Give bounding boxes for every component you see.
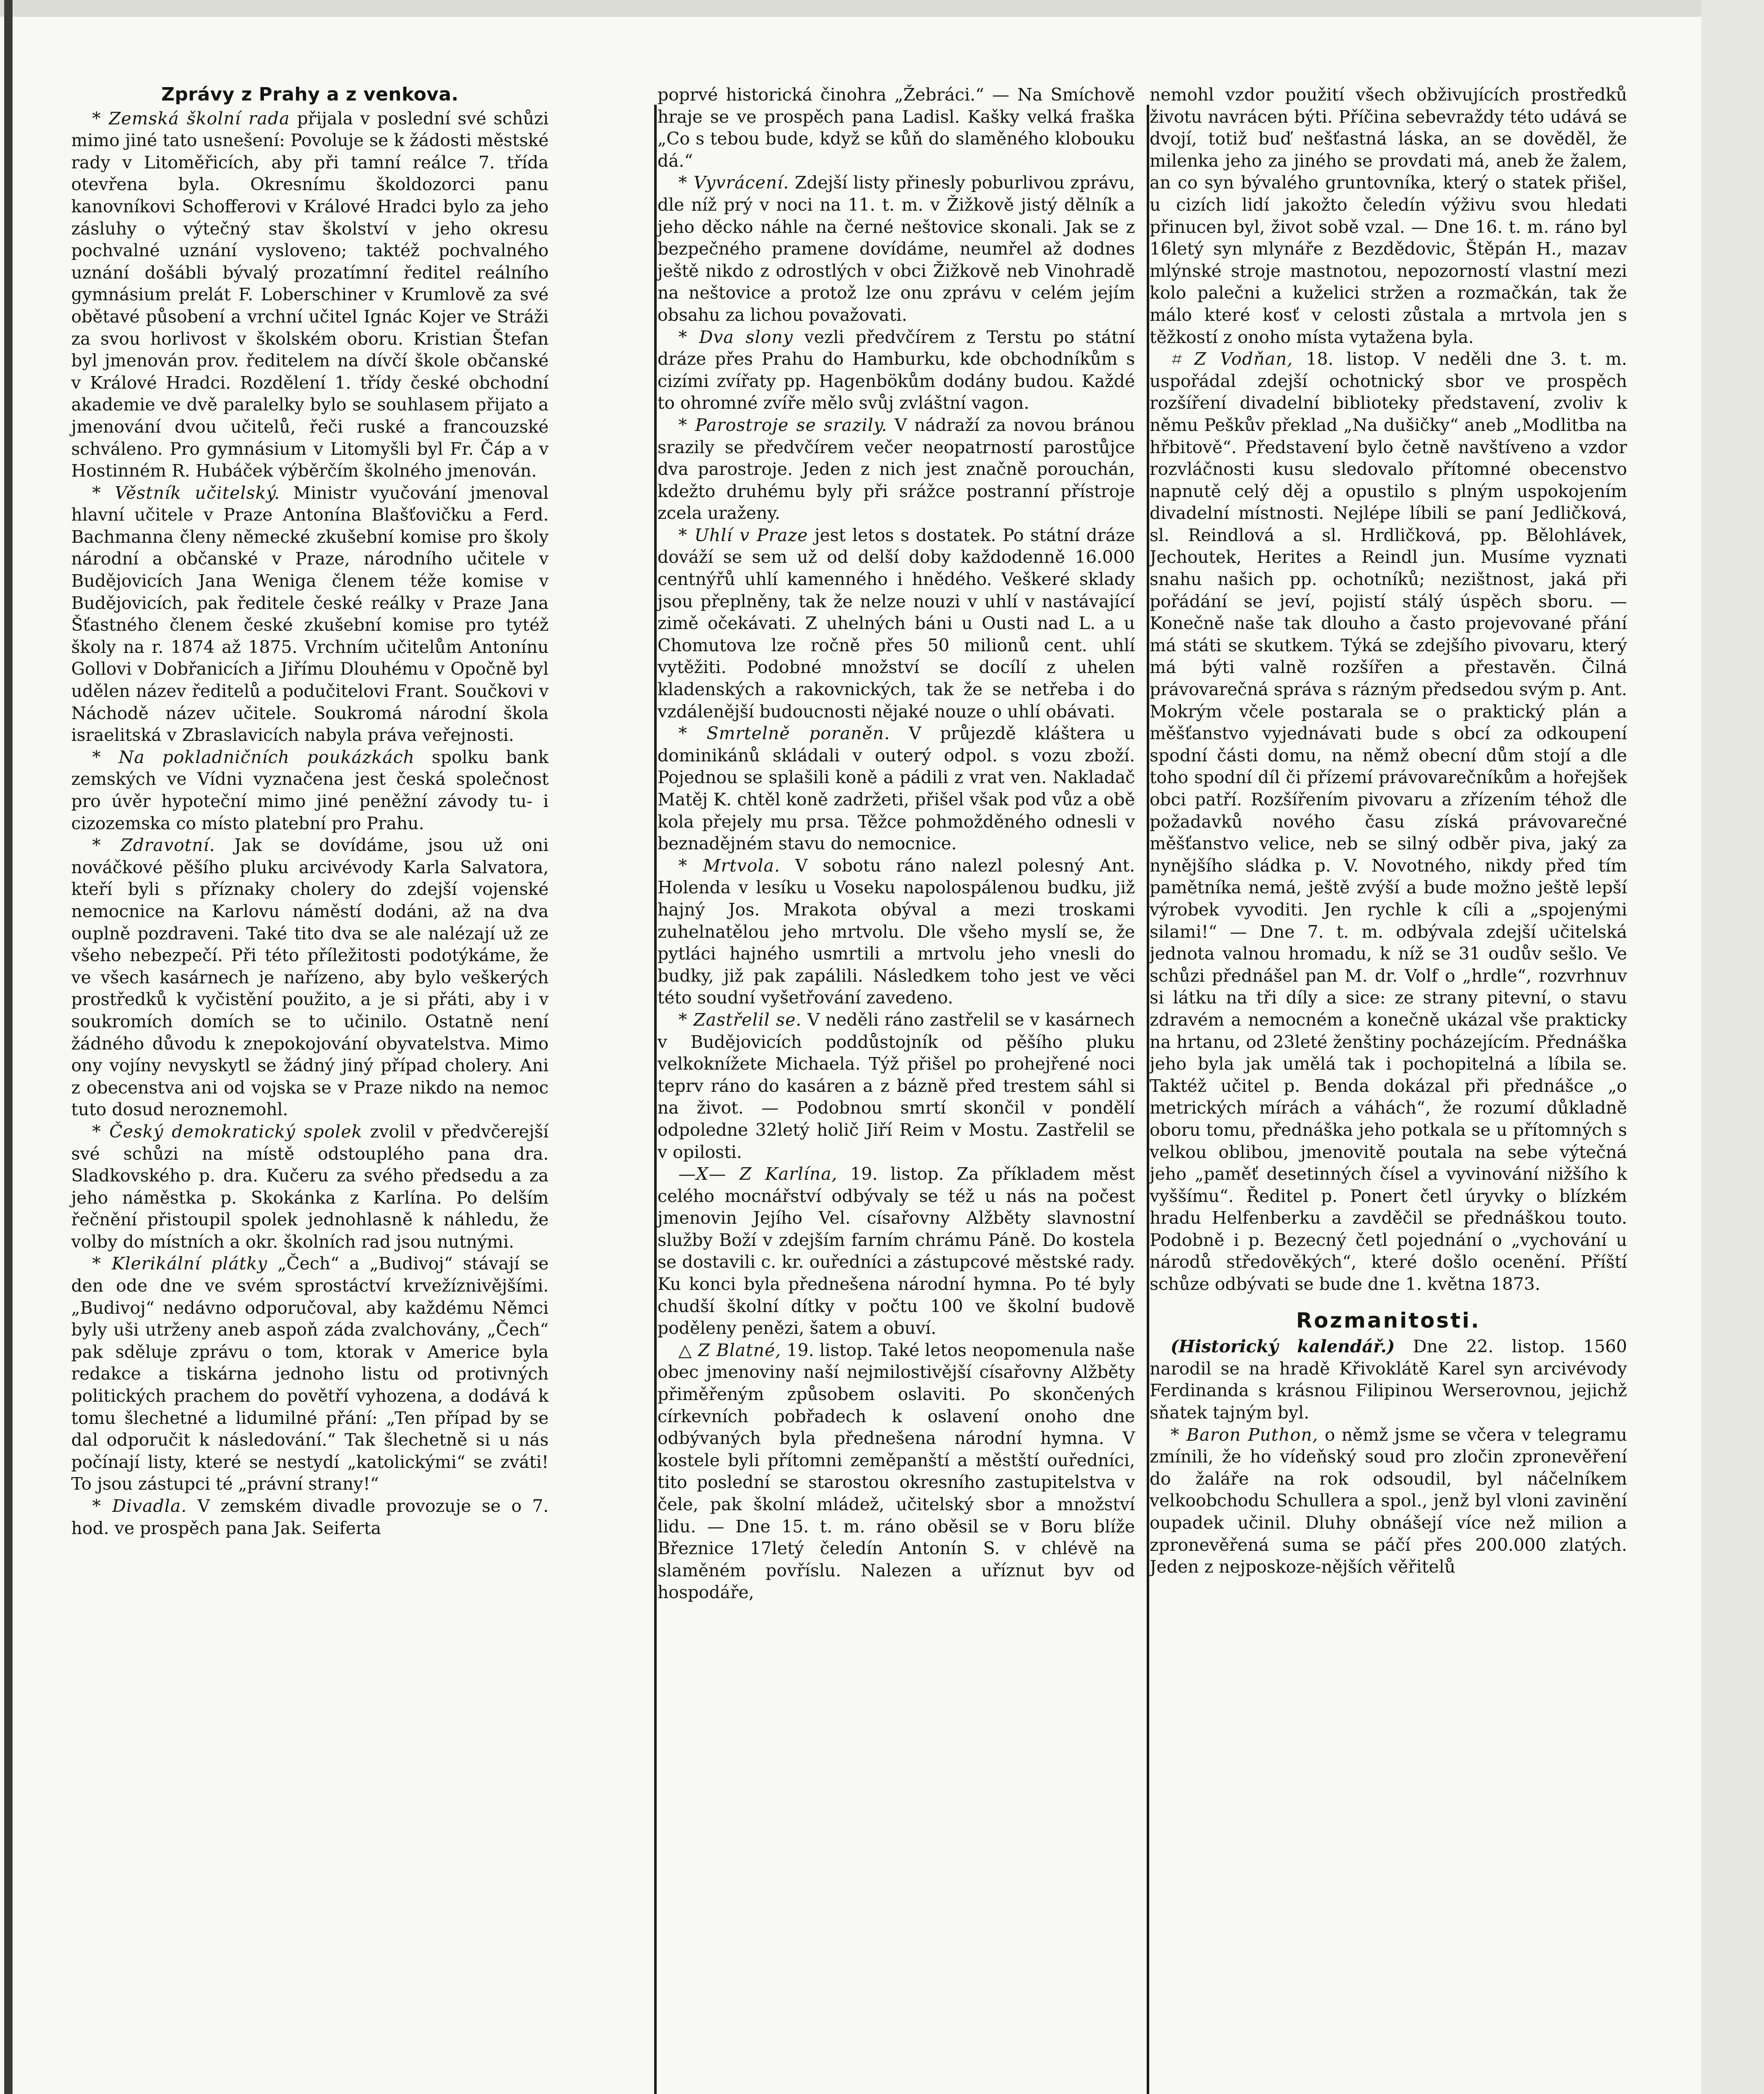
article-lead: (Historický kalendář.) (1171, 1336, 1395, 1357)
article (71, 1253, 549, 1495)
article-lead: * Parostroje se srazily. (678, 415, 887, 435)
article-text: jest letos s dostatek. Po státní dráze dováží se sem už od delší doby každodenně 16.000 centnýřů uhlí kamenného i hnědého. Veškeré sklady jsou přeplněny, tak že nelze nouzi v uhlí v nastávající zimě očekávati. Z uhelných báni u Ousti nad L. a u Chomutova lze ročně přes 50 milionů cent. uhlí vytěžiti. Podobné množství se docílí z uhelen kladenských a rakovnických, tak že se netřeba i do vzdálenější budoucnosti nějaké nouze o uhlí obávati. (658, 525, 1135, 722)
article-lead: * Český demokratický spolek (92, 1121, 363, 1142)
article-text: Zdejší listy přinesly poburlivou zprávu, dle níž prý v noci na 11. t. m. v Žižkově jistý dělník a jeho děcko náhle na černé neštovice skonali. Jak se z bezpečného pramene dovídáme, neumřel až dodnes ještě nikdo z odrostlých v obci Žižkově neb Vinohradě na neštovice a protož lze onu zprávu v celém jejím obsahu za lichou považovati. (658, 173, 1135, 325)
article (71, 482, 549, 746)
article-lead: * Zdravotní. (92, 835, 215, 856)
article (1150, 84, 1627, 348)
article-lead: * Zemská školní rada (92, 108, 290, 129)
article-text: 19. listop. Za příkladem měst celého mocnářství odbývaly se též u nás na počest jmenovin Jejího Vel. císařovny Alžběty slavnostní služby Boží v zdejším farním chrámu Páně. Do kostela se dostavili c. kr. ouředníci a zástupcové městské rady. Ku konci byla přednešena národní hymna. Po té byly chudší školní dítky v počtu 100 ve školní budově poděleny penězi, šatem a obuví. (658, 1164, 1135, 1338)
column-2 (658, 84, 1135, 1604)
article-lead: * Smrtelně poraněn. (678, 723, 890, 744)
article-text: V průjezdě kláštera u dominikánů skládali v outerý odpol. s vozu zboží. Pojednou se splašili koně a pádili z vrat ven. Nakladač Matěj K. chtěl koně zadržeti, přišel však pod vůz a obě kola přejely mu prsa. Těžce pohmožděného odnesli v beznadějném stavu do nemocnice. (658, 723, 1135, 854)
article (71, 746, 549, 834)
article-text: nemohl vzdor použití všech obživujících prostředků životu navrácen býti. Příčina sebevraždy této udává se dvojí, totiž buď nešťastná láska, an se dověděl, že milenka jeho za jiného se provdati má, aneb že žalem, an co syn bývalého gruntovníka, který o statek přišel, u cizích lidí jakožto čeledín výživu svou hledati přinucen byl, život sobě vzal. — Dne 16. t. m. ráno byl 16letý syn mlynáře z Bezdědovic, Štěpán H., mazav mlýnské stroje mastnotou, nepozorností vlastní mezi kolo palečni a kuželici stržen a rozmačkán, tak že málo které kosť v celosti zůstala a mrtvola jen s těžkostí z onoho místa vytažena byla. (1150, 85, 1627, 347)
article-text: Dne 22. listop. 1560 narodil se na hradě Křivoklátě Karel syn arcivévody Ferdinanda s krásnou Filipinou Werserovnou, jejichž sňatek tajným byl. (1150, 1336, 1627, 1423)
article-text: „Čech“ a „Budivoj“ stávají se den ode dne ve svém sprostáctví krvežíznivějšími. „Budivoj“ nedávno odporučoval, aby každému Němci byly uši utrženy aneb aspoň záda zvalchovány, „Čech“ pak sděluje zprávu o tom, ktorak v Americe byla redakce a tiskárna jednoho listu od protivných politických prachem do povětří vyhozena, a dodává k tomu šlechetné a lidumilné přání: „Ten případ by se dal odporučit k následování.“ Tak šlechetně si u nás počínají listy, které se nestydí „katolickými“ se zváti! To jsou zástupci té „právní strany!“ (71, 1253, 549, 1494)
article-text: 19. listop. Také letos neopomenula naše obec jmenoviny naší nejmilostivější císařovny Alžběty přiměřeným způsobem oslaviti. Po skončených církevních pobřadech k oslavení onoho dne odbývaných byla přednešena národní hymna. V kostele byli přítomni zeměpanští a městští ouředníci, tito poslední se starostou okresního zastupitelstva v čele, pak školní mládež, učitelský sbor a množství lidu. — Dne 15. t. m. ráno oběsil se v Boru blíže Březnice 17letý čeledín Antonín S. v chlévě na slaměném povříslu. Nalezen a uříznut byv od hospodáře, (658, 1340, 1135, 1603)
article-text: spolku bank zemských ve Vídni vyznačena jest česká společnost pro úvěr hypoteční mimo jiné peněžní závody tu- i cizozemska co místo platební pro Prahu. (71, 747, 549, 833)
article-text: o němž jsme se včera v telegramu zmínili, že ho vídeňský soud pro zločin zpronevěření do žaláře na rok odsoudil, byl náčelníkem velkoobchodu Schullera a spol., jenž byl vloni zavinění oupadek učinil. Dluhy obnášejí více než milion a zpronevěřená suma se páčí přes 200.000 zlatých. Jeden z nejposkoze-nějších věřitelů (1150, 1424, 1627, 1577)
article-lead: * Uhlí v Praze (678, 525, 808, 545)
article (658, 855, 1135, 1009)
column-3 (1150, 84, 1627, 1578)
article (1150, 1424, 1627, 1578)
article (658, 414, 1135, 524)
article (658, 722, 1135, 855)
article-text: Jak se dovídáme, jsou už oni nováčkové pěšího pluku arcivévody Karla Salvatora, kteří byli s příznaky cholery do zdejší vojenské nemocnice na Karlovu náměstí dodáni, až na dva ouplně pozdraveni. Také tito dva se ale nalézají už ze všeho nebezpečí. Při této příležitosti podotýkáme, že ve všech kasárnech je nařízeno, aby bylo veškerých prostředků k vyčistění použito, a je si přáti, aby i v soukromích domích se to učinilo. Ostatně není žádného důvodu k znepokojování obyvatelstva. Mimo ony vojíny nevyskytl se žádný jiný případ cholery. Ani z obecenstva ani od vojska se v Praze nikdo na nemoc tuto dosud neroznemohl. (71, 835, 549, 1120)
article-lead: △ Z Blatné, (678, 1340, 781, 1360)
article-text: V sobotu ráno nalezl polesný Ant. Holenda v lesíku u Voseku napolospálenou budku, již hajný Jos. Mrakota obýval a mezi troskami zuhelnatělou jeho mrtvolu. Dle všeho myslí se, že pytláci hajného usmrtili a mrtvolu jeho vnesli do budky, již pak zapálili. Následkem toho jest ve věci této soudní vyšetřování zavedeno. (658, 855, 1135, 1008)
article-lead: * Věstník učitelský. (92, 482, 280, 503)
section-heading: Rozmanitosti. (1296, 1308, 1481, 1333)
article-text: V zemském divadle provozuje se o 7. hod. ve prospěch pana Jak. Seiferta (71, 1496, 549, 1538)
article-lead: * Mrtvola. (678, 855, 780, 876)
article-text: 18. listop. V neděli dne 3. t. m. uspořádal zdejší ochotnický sbor ve prospěch rozšíření divadelní biblioteky představení, zvoliv k němu Peškův překlad „Na dušičky“ aneb „Modlitba na hřbitově“. Představení bylo četně navštíveno a vzdor rozvláčnosti kusu sledovalo přítomné obecenstvo napnutě celý děj a opustilo s plným uspokojením divadelní místnosti. Nejlépe líbili se paní Jedličková, sl. Reindlová a sl. Hrdličková, pp. Bělohlávek, Jechoutek, Herites a Reindl jun. Musíme vyznati snahu našich pp. ochotníků; nezištnost, jaká při pořádání se jeví, pojistí stálý úspěch sboru. — Konečně naše tak dlouho a často projevované přání má státi se skutkem. Týká se zdejšího pivovaru, který má býti valně rozšířen a přestavěn. Čilná právovarečná správa s rázným předsedou svým p. Ant. Mokrým včele postarala se o praktický plán a měšťanstvo vyjednávati bude s obcí za odkoupení spodní části domu, na němž obecní dům stojí a dle toho spodní díl či přízemí právovarečníkům a hořejšek obci patří. Rozšířením pivovaru a zřízením téhož dle požadavků nového času získá právovarečné měšťanstvo velice, neb se silný odběr piva, jaký za nynějšího sládka p. V. Novotného, nikdy před tím pamětníka nemá, ještě zvýší a bude možno ještě lepší výrobek vyvoditi. Jen rychle k cíli a „spojenými silami!“ — Dne 7. t. m. odbývala zdejší učitelská jednota valnou hromadu, k níž se 31 oudův sešlo. Ve schůzi přednášel pan M. dr. Volf o „hrdle“, rozvrhnuv si látku na tři díly a sice: ze strany pitevní, o stavu zdravém a nemocném a konečně ukázal vše prakticky na hrtanu, od 23leté ženštiny pocházejícím. Přednáška jeho byla jak umělá tak i pochopitelná a líbila se. Taktéž učitel p. Benda dokázal při přednášce „o metrických mírách a váhách“, že rozumí důkladně oboru tomu, přednáška jeho potkala se u přítomných s velkou oblibou, jmenovitě poutala na sebe výtečná jeho „paměť desetinných čísel a vyvinování nižšího k vyššímu“. Ředitel p. Ponert četl úryvky o blízkém hradu Helfenberku a zavděčil se přednáškou touto. Podobně i p. Bezecný četl pojednání o „vychování u národů středověkých“, které došlo ocenění. Příští schůze odbývati se bude dne 1. května 1873. (1150, 349, 1627, 1295)
article-lead: * Divadla. (92, 1496, 187, 1516)
article-text: poprvé historická činohra „Žebráci.“ — Na Smíchově hraje se ve prospěch pana Ladisl. Kašky velká fraška „Co s tebou bude, když se kůň do slaměného klobouku dá.“ (658, 85, 1135, 171)
article-lead: * Baron Puthon, (1171, 1424, 1318, 1445)
article (658, 172, 1135, 326)
article (1150, 1336, 1627, 1424)
article (658, 524, 1135, 722)
article-text: přijala v poslední své schůzi mimo jiné tato usnešení: Povoluje se k žádosti městské rady v Litoměřicích, aby při tamní reálce 7. třída otevřena byla. Okresnímu školdozorci panu kanovníkovi Schofferovi v Králové Hradci bylo za jeho zásluhy o výtečný stav školství v jeho okresu pochvalné uznání vysloveno; taktéž pochvalného uznání došábli bývalý prozatímní ředitel reálního gymnásium prelát F. Loberschiner v Krumlově za své obětavé působení a vrchní učitel Ignác Kojer ve Stráži za svou horlivost v školském oboru. Kristian Štefan byl jmenován prov. ředitelem na dívčí škole občanské v Králové Hradci. Rozdělení 1. třídy české obchodní akademie ve dvě paralelky bylo se souhlasem přijato a jmenování dvou učitelů, řeči ruské a francouzské schváleno. Pro gymnásium v Litomyšli byl Fr. Čáp a v Hostinném R. Hubáček výběrčím školného jmenován. (71, 108, 549, 481)
column-rule (1147, 105, 1149, 2094)
article (71, 108, 549, 482)
article-lead: —X— Z Karlína, (678, 1164, 838, 1184)
column-1 (71, 84, 549, 1539)
section-title: Zprávy z Prahy a z venkova. (161, 84, 459, 105)
article-lead: * Klerikální plátky (92, 1253, 268, 1274)
article-lead: ⌗ Z Vodňan, (1171, 349, 1293, 369)
article (71, 834, 549, 1121)
article-text: V neděli ráno zastřelil se v kasárnech v Budějovicích poddůstojník od pěšího pluku velkoknížete Michaela. Týž přišel po prohejřené noci teprv ráno do kasáren a z bázně před trestem sáhl si na život. — Podobnou smrtí skončil v pondělí odpoledne 32letý holič Jiří Reim v Mostu. Zastřelil se v opilosti. (658, 1009, 1135, 1162)
article-lead: * Dva slony (678, 327, 793, 347)
article-lead: * Zastřelil se. (678, 1009, 802, 1030)
article-lead: * Na pokladničních poukázkách (92, 747, 415, 767)
article-text: zvolil v předvčerejší své schůzi na místě odstouplého pana dra. Sladkovského p. dra. Kučeru za svého předsedu a za jeho náměstka p. Skokánka z Karlína. Po delším řečnění přistoupil spolek jednohlasně k náhledu, že volby do místních a okr. školních rad jsou nutnými. (71, 1121, 549, 1252)
article (71, 1121, 549, 1253)
column-rule (654, 105, 657, 2094)
scan-edge-top (0, 0, 1764, 17)
scan-edge-right (1701, 0, 1764, 2094)
article (658, 326, 1135, 414)
article-lead: * Vyvrácení. (678, 173, 789, 193)
article (658, 1009, 1135, 1163)
article (1150, 348, 1627, 1295)
article (658, 1163, 1135, 1339)
article (71, 1495, 549, 1539)
article-text: Ministr vyučování jmenoval hlavní učitele v Praze Antonína Blašťovičku a Ferd. Bachmanna členy německé zkušební komise pro školy národní a občanské v Praze, národního učitele v Budějovicích Jana Weniga členem téže komise v Budějovicích, pak ředitele české reálky v Praze Jana Šťastného členem české zkušební komise pro tytéž školy na r. 1874 až 1875. Vrchním učitelům Antonínu Gollovi v Dobřanicích a Jiřímu Dlouhému v Opočně byl udělen název ředitelů a podučitelovi Frant. Součkovi v Náchodě název učitele. Soukromá národní škola israelitská v Zbraslavicích nabyla práva veřejnosti. (71, 482, 549, 745)
article-text: vezli předvčírem z Terstu po státní dráze přes Prahu do Hamburku, kde obchodníkům s cizími zvířaty pp. Hagenbökům dodány budou. Každé to ohromné zvíře mělo svůj zvláštní vagon. (658, 327, 1135, 413)
article (658, 1339, 1135, 1604)
binding-spine (4, 0, 13, 2094)
article (658, 84, 1135, 172)
article-text: V nádraží za novou bránou srazily se předvčírem večer neopatrností parostůjce dva parostroje. Jeden z nich jest značně porouchán, kdežto druhému byly při srážce postranní přístroje zcela uraženy. (658, 415, 1135, 524)
